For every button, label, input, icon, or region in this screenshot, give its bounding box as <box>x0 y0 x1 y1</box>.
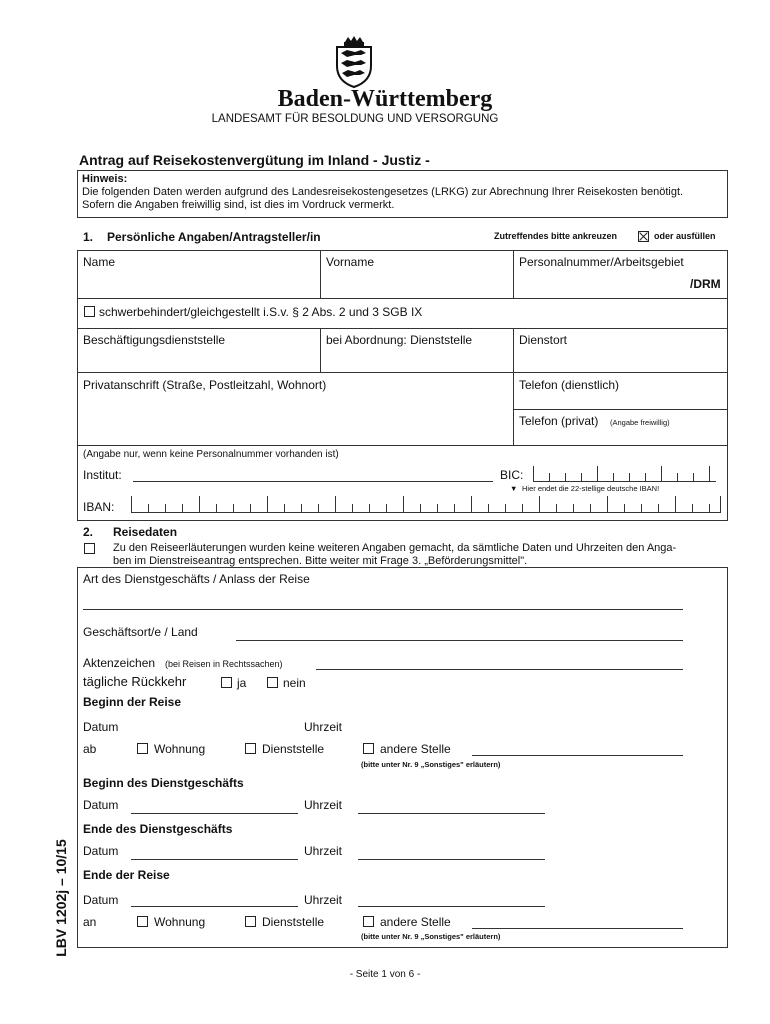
label-wohnung-1: Wohnung <box>154 742 206 756</box>
datum-2-field[interactable] <box>131 813 298 814</box>
section2-note-1: Zu den Reiseerläuterungen wurden keine weiteren Angaben gemacht, da sämtliche Daten und Uhrzeiten den Anga- <box>113 542 677 554</box>
an-wohnung-checkbox[interactable] <box>137 916 148 927</box>
label-uhrzeit-2: Uhrzeit <box>304 798 343 812</box>
label-dienststelle-1: Dienststelle <box>262 742 325 756</box>
label-uhrzeit-4: Uhrzeit <box>304 893 343 907</box>
label-andere-1: andere Stelle <box>380 742 451 756</box>
telefon-privat-note: (Angabe freiwillig) <box>610 418 670 427</box>
aktenzeichen-note: (bei Reisen in Rechtssachen) <box>165 659 283 669</box>
label-uhrzeit-3: Uhrzeit <box>304 844 343 858</box>
label-an: an <box>83 915 97 929</box>
state-name: Baden-Württemberg <box>277 86 493 112</box>
label-schwerbehindert: schwerbehindert/gleichgestellt i.S.v. § 2 Abs. 2 und 3 SGB IX <box>99 305 423 319</box>
uhrzeit-2-field[interactable] <box>358 813 545 814</box>
iban-ticks <box>131 496 721 512</box>
iban-hint: Hier endet die 22-stellige deutsche IBAN! <box>522 484 660 493</box>
institut-field[interactable] <box>133 481 493 482</box>
bank-note: (Angabe nur, wenn keine Personalnummer vorhanden ist) <box>83 449 339 460</box>
side-form-code: LBV 1202j – 10/15 <box>53 839 69 957</box>
ab-dienststelle-checkbox[interactable] <box>245 743 256 754</box>
label-personalnummer: Personalnummer/Arbeitsgebiet <box>519 255 684 269</box>
an-dienststelle-checkbox[interactable] <box>245 916 256 927</box>
geschaeftsort-field[interactable] <box>236 640 683 641</box>
bic-ticks <box>533 466 716 481</box>
art-field[interactable] <box>83 609 683 610</box>
office-name: LANDESAMT FÜR BESOLDUNG UND VERSORGUNG <box>211 113 499 125</box>
ja-checkbox[interactable] <box>221 677 232 688</box>
hint-line-1: Die folgenden Daten werden aufgrund des Landesreisekostengesetzes (LRKG) zur Abrechnung Ihrer Reisekosten benötigt. <box>82 186 684 198</box>
label-geschaeftsort: Geschäftsort/e / Land <box>83 625 198 639</box>
coat-of-arms-logo <box>333 36 375 88</box>
heading-beginn-reise: Beginn der Reise <box>83 695 182 709</box>
label-telefon-privat: Telefon (privat) <box>519 414 599 428</box>
label-wohnung-2: Wohnung <box>154 915 206 929</box>
label-institut: Institut: <box>83 468 122 482</box>
label-andere-2: andere Stelle <box>380 915 451 929</box>
label-datum-4: Datum <box>83 893 119 907</box>
label-bic: BIC: <box>500 468 524 482</box>
heading-ende-reise: Ende der Reise <box>83 868 170 882</box>
checkbox-example-icon <box>638 231 649 242</box>
label-uhrzeit-1: Uhrzeit <box>304 720 343 734</box>
iban-field[interactable] <box>131 512 721 513</box>
label-ab: ab <box>83 742 97 756</box>
uhrzeit-4-field[interactable] <box>358 906 545 907</box>
section2-note-2: ben im Dienstreiseantrag entsprechen. Bitte weiter mit Frage 3. „Beförderungsmittel". <box>113 555 528 567</box>
sonstiges-note-1: (bitte unter Nr. 9 „Sonstiges" erläutern) <box>361 760 501 769</box>
label-beschaeftigung: Beschäftigungsdienststelle <box>83 333 226 347</box>
label-dienststelle-2: Dienststelle <box>262 915 325 929</box>
heading-beginn-geschaeft: Beginn des Dienstgeschäfts <box>83 776 244 790</box>
label-iban: IBAN: <box>83 500 115 514</box>
sonstiges-note-2: (bitte unter Nr. 9 „Sonstiges" erläutern) <box>361 932 501 941</box>
no-further-details-checkbox[interactable] <box>84 543 95 554</box>
an-andere-field[interactable] <box>472 928 683 929</box>
label-nein: nein <box>283 676 306 690</box>
section1-number: 1. <box>83 230 94 244</box>
label-ja: ja <box>237 676 247 690</box>
ab-andere-checkbox[interactable] <box>363 743 374 754</box>
label-privatanschrift: Privatanschrift (Straße, Postleitzahl, Wohnort) <box>83 378 327 392</box>
instruction-pre: Zutreffendes bitte ankreuzen <box>494 231 618 241</box>
label-datum-1: Datum <box>83 720 119 734</box>
label-telefon-dienst: Telefon (dienstlich) <box>519 378 620 392</box>
label-abordnung: bei Abordnung: Dienststelle <box>326 333 473 347</box>
iban-hint-arrow-icon: ▼ <box>510 484 518 493</box>
schwerbehindert-checkbox[interactable] <box>84 306 95 317</box>
label-name: Name <box>83 255 116 269</box>
label-art: Art des Dienstgeschäfts / Anlass der Reise <box>83 572 310 586</box>
ab-andere-field[interactable] <box>472 755 683 756</box>
uhrzeit-3-field[interactable] <box>358 859 545 860</box>
label-datum-2: Datum <box>83 798 119 812</box>
label-dienstort: Dienstort <box>519 333 568 347</box>
label-aktenzeichen: Aktenzeichen <box>83 656 156 670</box>
form-title: Antrag auf Reisekostenvergütung im Inland - Justiz - <box>79 152 430 168</box>
bic-field[interactable] <box>533 481 716 482</box>
label-vorname: Vorname <box>326 255 375 269</box>
instruction-post: oder ausfüllen <box>654 231 716 241</box>
aktenzeichen-field[interactable] <box>316 669 683 670</box>
an-andere-checkbox[interactable] <box>363 916 374 927</box>
heading-ende-geschaeft: Ende des Dienstgeschäfts <box>83 822 233 836</box>
datum-3-field[interactable] <box>131 859 298 860</box>
section2-number: 2. <box>83 525 94 539</box>
page-footer: - Seite 1 von 6 - <box>349 969 421 980</box>
section1-title: Persönliche Angaben/Antragsteller/in <box>107 230 321 244</box>
hint-title: Hinweis: <box>82 173 128 185</box>
label-drm: /DRM <box>690 277 721 291</box>
label-taegliche: tägliche Rückkehr <box>83 674 187 689</box>
section2-title: Reisedaten <box>113 525 178 539</box>
datum-4-field[interactable] <box>131 906 298 907</box>
hint-line-2: Sofern die Angaben freiwillig sind, ist dies im Vordruck vermerkt. <box>82 199 395 211</box>
label-datum-3: Datum <box>83 844 119 858</box>
ab-wohnung-checkbox[interactable] <box>137 743 148 754</box>
nein-checkbox[interactable] <box>267 677 278 688</box>
